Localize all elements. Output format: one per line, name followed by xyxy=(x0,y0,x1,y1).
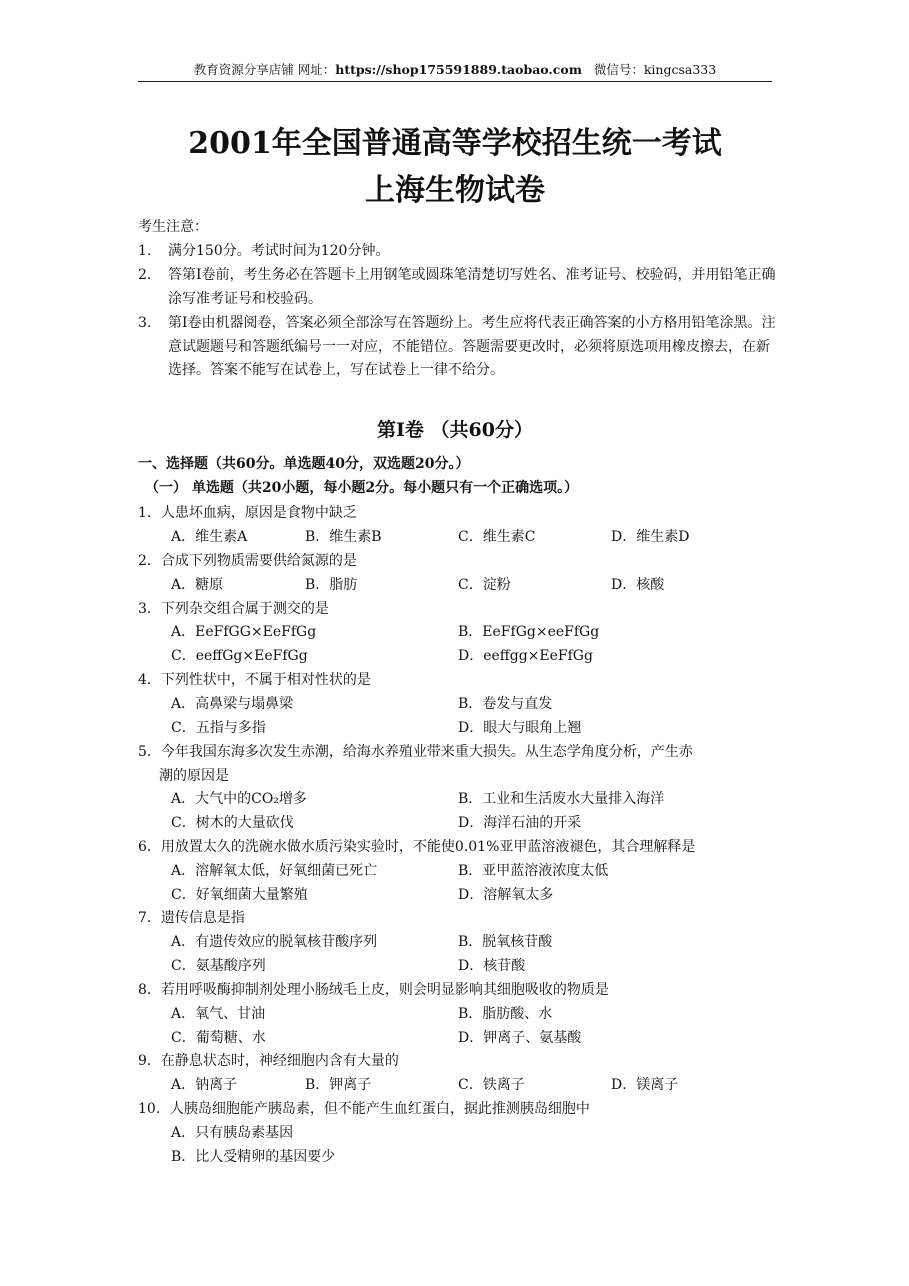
option-d: D．eeffgg×EeFfGg xyxy=(458,648,593,664)
option-a: A．EeFfGG×EeFfGg xyxy=(171,624,317,640)
question-stem: 6．用放置太久的洗碗水做水质污染实验时，不能使0.01%亚甲蓝溶液褪色，其合理解释是 xyxy=(138,839,696,855)
question-stem: 2．合成下列物质需要供给氮源的是 xyxy=(138,553,357,569)
option-a: A．有遗传效应的脱氧核苷酸序列 xyxy=(171,934,378,950)
option-b: B．钾离子 xyxy=(305,1077,372,1093)
option-c: C．好氧细菌大量繁殖 xyxy=(171,887,308,903)
question-stem: 8．若用呼吸酶抑制剂处理小肠绒毛上皮，则会明显影响其细胞吸收的物质是 xyxy=(138,982,609,998)
notice-number: 3. xyxy=(138,315,152,331)
option-b: B．亚甲蓝溶液浓度太低 xyxy=(458,863,609,879)
header-wechat: 微信号：kingcsa333 xyxy=(593,62,717,77)
question-stem: 1．人患坏血病，原因是食物中缺乏 xyxy=(138,505,357,521)
option-c: C．淀粉 xyxy=(458,577,511,593)
header-url: https://shop175591889.taobao.com xyxy=(335,62,582,77)
option-a: A．溶解氧太低，好氧细菌已死亡 xyxy=(171,863,378,879)
option-d: D．镁离子 xyxy=(611,1077,679,1093)
notice-text: 满分150分。考试时间为120分钟。 xyxy=(168,243,390,259)
option-b: B．卷发与直发 xyxy=(458,696,553,712)
notice-number: 1. xyxy=(138,243,152,259)
option-d: D．核酸 xyxy=(611,577,665,593)
option-c: C．维生素C xyxy=(458,529,536,545)
question-stem: 9．在静息状态时，神经细胞内含有大量的 xyxy=(138,1053,399,1069)
option-a: A．只有胰岛素基因 xyxy=(171,1125,294,1141)
part-title: 第Ⅰ卷 （共60分） xyxy=(377,419,533,441)
exam-subtitle: 上海生物试卷 xyxy=(365,173,545,208)
notice-item xyxy=(138,264,778,311)
option-a: A．维生素A xyxy=(171,529,248,545)
option-c: C．eeffGg×EeFfGg xyxy=(171,648,308,664)
option-b: B．维生素B xyxy=(305,529,382,545)
option-a: A．糖原 xyxy=(171,577,224,593)
notice-number: 2. xyxy=(138,267,152,283)
header-prefix: 教育资源分享店铺 网址： xyxy=(193,62,336,77)
notice-item xyxy=(138,312,778,383)
option-d: D．维生素D xyxy=(611,529,690,545)
header-divider xyxy=(138,81,772,82)
option-d: D．海洋石油的开采 xyxy=(458,815,582,831)
notice-text: 第Ⅰ卷由机器阅卷，答案必须全部涂写在答题纷上。考生应将代表正确答案的小方格用铅笔涂黑。注意试题题号和答题纸编号一一对应，不能错位。答题需要更改时，必须将原选项用橡皮擦去，在新选择。答案不能写在试卷上，写在试卷上一律不给分。 xyxy=(168,315,776,378)
option-b: B．脱氧核苷酸 xyxy=(458,934,553,950)
subsection-heading: （一） 单选题（共20小题，每小题2分。每小题只有一个正确选项。） xyxy=(145,480,579,496)
option-a: A．高鼻梁与塌鼻梁 xyxy=(171,696,294,712)
option-b: B．工业和生活废水大量排入海洋 xyxy=(458,791,665,807)
option-d: D．核苷酸 xyxy=(458,958,526,974)
option-a: A．钠离子 xyxy=(171,1077,238,1093)
option-c: C．树木的大量砍伐 xyxy=(171,815,294,831)
question-stem xyxy=(138,740,778,788)
page-header xyxy=(138,61,772,79)
question-stem-line1: 5．今年我国东海多次发生赤潮，给海水养殖业带来重大损失。从生态学角度分析，产生赤 xyxy=(138,744,693,760)
notice-heading: 考生注意： xyxy=(138,219,208,235)
question-stem: 10．人胰岛细胞能产胰岛素，但不能产生血红蛋白，据此推测胰岛细胞中 xyxy=(138,1101,590,1117)
notice-text: 答第Ⅰ卷前，考生务必在答题卡上用钢笔或圆珠笔清楚切写姓名、准考证号、校验码，并用铅笔正确涂写准考证号和校验码。 xyxy=(168,267,776,307)
option-b: B．脂肪 xyxy=(305,577,358,593)
question-stem-line2: 潮的原因是 xyxy=(159,768,229,784)
option-b: B．EeFfGg×eeFfGg xyxy=(458,624,600,640)
option-c: C．葡萄糖、水 xyxy=(171,1030,266,1046)
option-d: D．钾离子、氨基酸 xyxy=(458,1030,582,1046)
question-stem: 3．下列杂交组合属于测交的是 xyxy=(138,601,329,617)
option-c: C．五指与多指 xyxy=(171,720,266,736)
option-b: B．脂肪酸、水 xyxy=(458,1006,553,1022)
section-heading: 一、选择题（共60分。单选题40分，双选题20分。） xyxy=(138,456,470,472)
option-c: C．氨基酸序列 xyxy=(171,958,266,974)
question-stem: 4．下列性状中，不属于相对性状的是 xyxy=(138,672,371,688)
option-a: A．大气中的CO₂增多 xyxy=(171,791,307,807)
notice-item xyxy=(138,240,778,264)
option-d: D．眼大与眼角上翘 xyxy=(458,720,582,736)
exam-title: 2001年全国普通高等学校招生统一考试 xyxy=(188,126,722,161)
option-d: D．溶解氧太多 xyxy=(458,887,554,903)
option-a: A．氧气、甘油 xyxy=(171,1006,266,1022)
option-b: B．比人受精卵的基因要少 xyxy=(171,1149,336,1165)
option-c: C．铁离子 xyxy=(458,1077,525,1093)
question-stem: 7．遗传信息是指 xyxy=(138,910,245,926)
